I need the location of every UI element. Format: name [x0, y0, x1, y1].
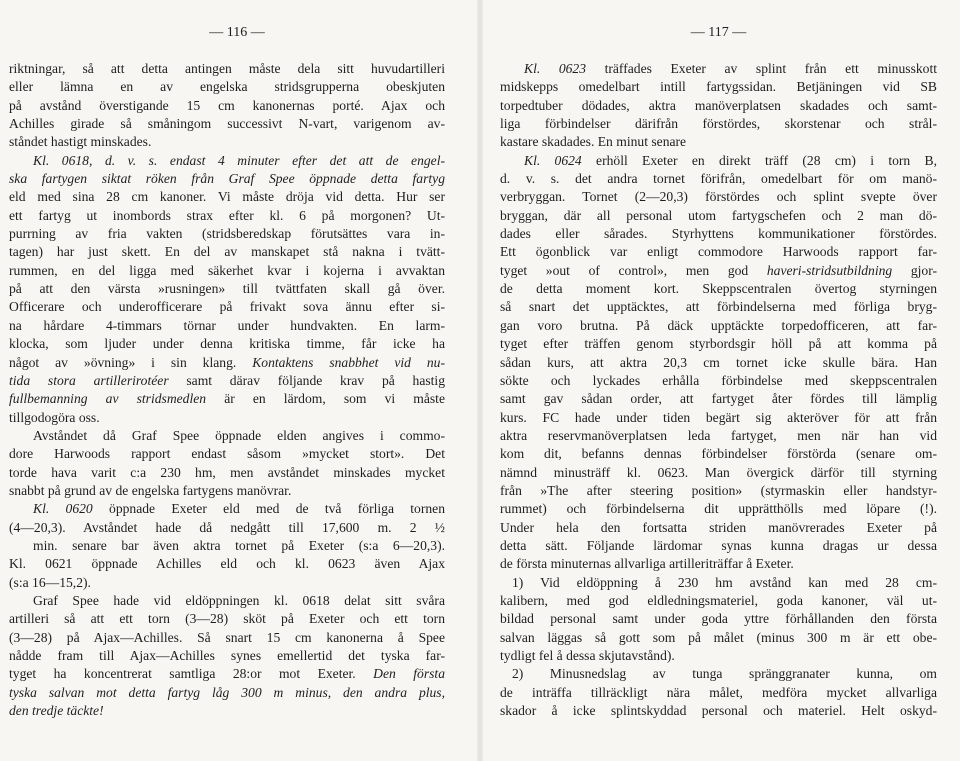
text-line: tyget ha koncentrerat samtliga 28:or mot Exeter. Den första	[9, 666, 446, 682]
text-line: (4—20,3). Avståndet hade då nedgått till 17,600 m. 2 ½	[9, 519, 445, 535]
text-line: tida stora artillerirotéer samt därav följande krav på hastig	[9, 372, 446, 388]
right-page	[500, 24, 937, 720]
text-line: tillgodogöra oss.	[9, 409, 100, 425]
text-line: aktra reservmanöverplatsen leda fartyget, men när han vid	[500, 427, 937, 443]
text-line: tyget »out of control», men god haveri-stridsutbildning gjor-	[500, 262, 937, 278]
text-line: kastare skadades. En minut senare	[500, 134, 687, 150]
text-line: min. senare bar även aktra tornet på Exeter (s:a 6—20,3).	[33, 537, 445, 553]
text-line: dades eller sårades. Styrhyttens kommunikationer förstördes.	[500, 226, 937, 242]
text-line: Achilles girade så småningom successivt N-vart, varigenom av-	[9, 116, 445, 132]
text-line: de detta moment kort. Skeppscentralen övertog styrningen	[500, 281, 937, 297]
text-line: (s:a 16—15,2).	[9, 574, 91, 590]
text-line: nämnd minusträff kl. 0623. Man övergick därför till styrning	[500, 464, 937, 480]
text-line: Kl. 0624 erhöll Exeter en direkt träff (28 cm) i torn B,	[524, 152, 937, 168]
text-line: på att den värsta »rusningen» till tvättfaten skall gå över.	[9, 281, 445, 297]
text-line: sådan kurs, att aktra 20,3 cm tornet icke skulle bära. Han	[500, 354, 937, 370]
text-line: Graf Spee hade vid eldöppningen kl. 0618 delat sitt svåra	[33, 592, 445, 608]
text-line: bildad personal samt under goda yttre förhållanden den första	[500, 611, 937, 627]
text-line: tydligt fel å dessa skjutavstånd).	[500, 648, 675, 663]
text-line: verbryggan. Tornet (2—20,3) förstördes och splint svepte över	[500, 189, 937, 205]
text-line: gan voro brutna. På däck upptäckte torpedofficeren, att far-	[500, 317, 937, 333]
text-line: tyget efter träffen genom styrbordsgir höll på att komma på	[500, 336, 937, 352]
text-line: rummen, en del ligga med säkerhet kvar i kojerna i avvaktan	[9, 262, 445, 278]
text-line: Kl. 0621 öppnade Achilles eld och kl. 0623 även Ajax	[9, 556, 445, 572]
text-line: Avståndet då Graf Spee öppnade elden angives i commo-	[33, 427, 445, 443]
text-line: Officerare och underofficerare på frivakt sova ännu efter si-	[9, 299, 445, 315]
text-line: d. v. s. det andra tornet förifrån, omedelbart för om manö-	[500, 171, 937, 187]
text-line: snabbt på grund av de engelska fartygens manövrar.	[9, 482, 292, 498]
text-line: Kl. 0620 öppnade Exeter eld med de två förliga tornen	[33, 501, 446, 517]
text-line: från »The after steering position» (styrmaskin eller handstyr-	[500, 482, 937, 498]
text-line: detta sätt. Följande lärdomar synas kunna dragas ur dessa	[500, 537, 937, 553]
text-line: kalibern, med god eldledningsmateriel, goda kanoner, väl ut-	[500, 592, 937, 608]
text-line: artilleri så att ett torn (3—28) sköt på Exeter och ett torn	[9, 611, 445, 627]
text-line: ska fartygen siktat röken från Graf Spee öppnade detta fartyg	[9, 171, 445, 187]
text-line: kurs. FC hade under tiden begärt sig akteröver för att från	[500, 409, 937, 425]
text-line: nådde fram till Ajax—Achilles synes emellertid det tyska far-	[9, 648, 445, 663]
text-line: eld med sina 28 cm kanoner. Vi måste dröja vid detta. Hur ser	[9, 189, 445, 205]
left-page-text	[9, 60, 445, 720]
text-line: Ett ögonblick var enligt commodore Harwoods rapport far-	[500, 244, 937, 260]
text-line: rummet) och förbindelserna dit upprätthölls med löpare (!).	[500, 501, 937, 517]
text-line: 2) Minusnedslag av tunga spränggranater kunna, om	[512, 666, 937, 682]
text-line: salvan läggas så gott som på målet (minus 300 m är ett obe-	[500, 629, 937, 645]
text-line: torde hava varit c:a 230 hm, men avståndet minskades mycket	[9, 464, 445, 480]
text-line: de inträffa tillräckligt nära målet, medföra mycket allvarliga	[500, 684, 937, 700]
text-line: riktningar, så att detta antingen måste dela sitt huvudartilleri	[9, 61, 445, 76]
text-line: na hårdare 4-timmars törnar under hundvakten. En larm-	[9, 317, 445, 333]
text-line: 1) Vid eldöppning å 230 hm avstånd kan med 28 cm-	[512, 574, 937, 590]
text-line: ett fartyg ut inombords strax efter kl. 6 på morgonen? Ut-	[9, 207, 445, 223]
text-line: eller lämna en av engelska stridsgrupperna obeskjuten	[9, 79, 445, 95]
text-line: (3—28) på Ajax—Achilles. Så snart 15 cm kanonerna å Spee	[9, 629, 445, 645]
text-line: Kl. 0623 träffades Exeter av splint från ett minusskott	[524, 61, 938, 76]
text-line: fullbemanning av stridsmedlen är en lärdom, som vi måste	[9, 391, 445, 407]
text-line: tyska salvan mot detta fartyg låg 300 m minus, den andra plus,	[9, 684, 445, 700]
text-line: Under hela den fortsatta striden manövrerades Exeter på	[500, 519, 937, 535]
text-line: torpedtuber dödades, aktra manöverplatsen skadades och samt-	[500, 97, 937, 113]
text-line: kom dit, befanns dennas förbindelser förstörda (senare om-	[500, 446, 937, 462]
right-page-text	[500, 60, 937, 720]
text-line: något av »övning» i sin klang. Kontaktens snabbhet vid nu-	[9, 354, 445, 370]
text-line: tagen) har just skett. En del av manskapet stå nakna i tvätt-	[9, 244, 445, 260]
text-line: skador å icke splintskyddad personal och materiel. Helt oskyd-	[500, 703, 937, 719]
left-page	[9, 24, 445, 720]
text-line: dore Harwoods rapport endast såsom »mycket stort». Det	[9, 446, 445, 462]
page-number: — 117 —	[690, 25, 747, 40]
text-line: purrning av fria vakten (stridsberedskap förutsättes vara in-	[9, 226, 445, 242]
text-line: midskepps omedelbart intill fartygssidan. Betjäningen vid SB	[500, 79, 937, 95]
text-line: de första minuternas allvarliga artilleriträffar å Exeter.	[500, 556, 794, 572]
page-number: — 116 —	[209, 25, 265, 40]
book-gutter	[477, 0, 483, 761]
text-line: på avstånd överstigande 15 cm kanonernas porté. Ajax och	[9, 97, 445, 113]
text-line: klocka, som ljuder under denna kritiska timme, får icke ha	[9, 336, 445, 352]
text-line: så snart det upptäcktes, att förbindelserna med förliga bryg-	[500, 299, 937, 315]
text-line: sökte och lyckades erhålla förbindelse med skeppscentralen	[500, 372, 937, 388]
text-line: liga förbindelser därifrån förstördes, skorstenar och strål-	[500, 116, 937, 132]
text-line: den tredje täckte!	[9, 703, 104, 719]
text-line: Kl. 0618, d. v. s. endast 4 minuter efter det att de engel-	[33, 152, 446, 168]
text-line: bryggan, där all personal utom fartygschefen och 2 man dö-	[500, 207, 937, 223]
text-line: ståndet hastigt minskades.	[9, 134, 152, 150]
text-line: samt gav sådan order, att fartyget åter fördes till lämplig	[500, 391, 937, 407]
